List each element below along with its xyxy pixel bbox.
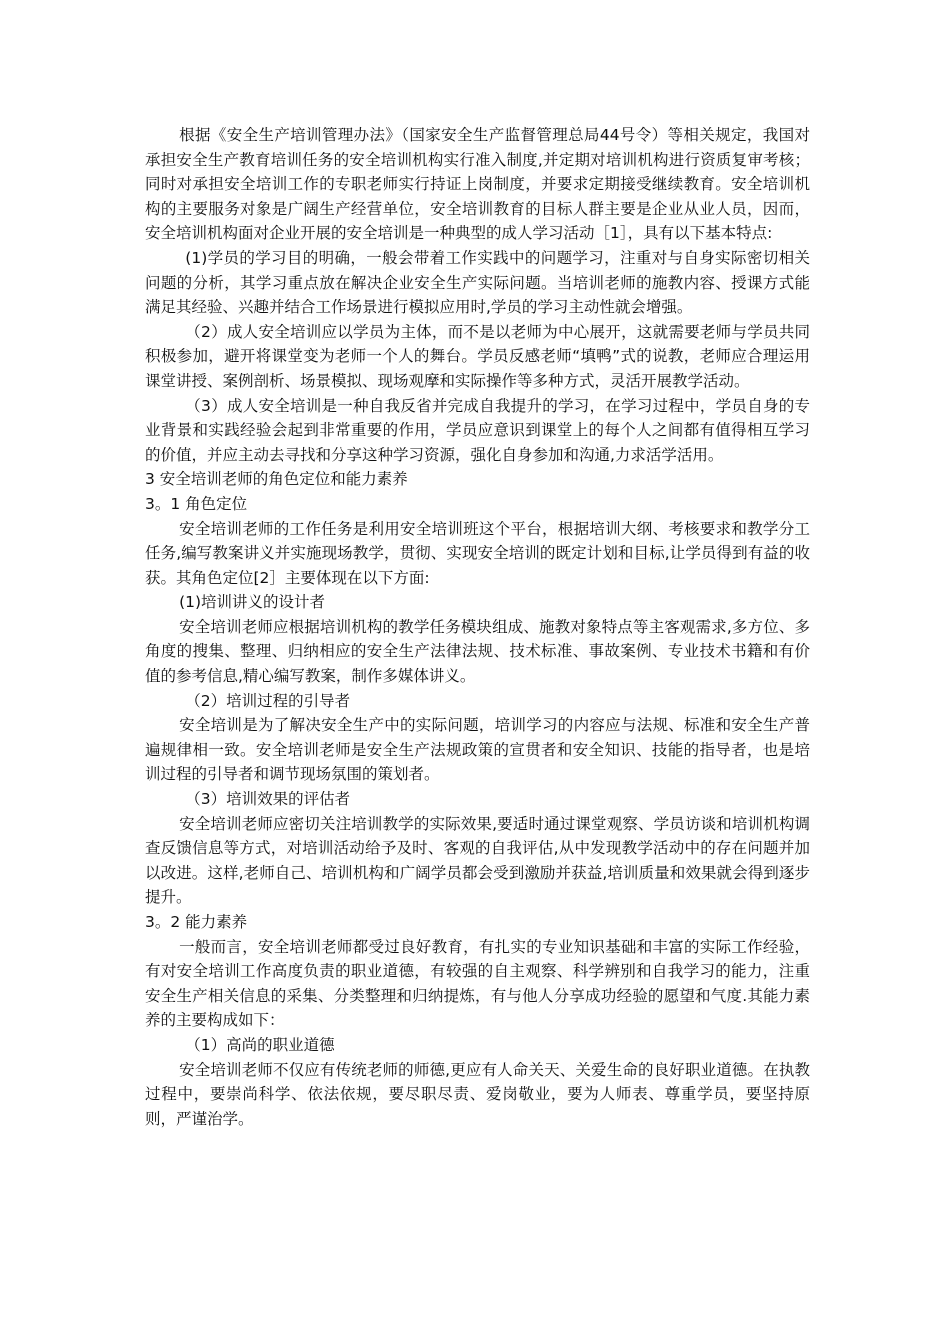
ability-1-title: （1）高尚的职业道德 <box>185 1035 335 1054</box>
role-2-paragraph: 安全培训是为了解决安全生产中的实际问题，培训学习的内容应与法规、标准和安全生产普遍规律相一致。安全培训老师是安全生产法规政策的宣贯者和安全知识、技能的指导者，也是培训过程的引导者和调节现场氛围的策划者。 <box>145 716 810 784</box>
role-1-title: (1)培训讲义的设计者 <box>179 593 326 612</box>
section-heading-3: 3 安全培训老师的角色定位和能力素养 <box>145 470 408 489</box>
feature-3-paragraph: （3）成人安全培训是一种自我反省并完成自我提升的学习，在学习过程中，学员自身的专业背景和实践经验会起到非常重要的作用，学员应意识到课堂上的每个人之间都有值得相互学习的价值，并应主动去寻找和分享这种学习资源，强化自身参加和沟通,力求活学活用。 <box>145 396 810 464</box>
feature-1-paragraph: (1)学员的学习目的明确，一般会带着工作实践中的问题学习，注重对与自身实际密切相关问题的分析，其学习重点放在解决企业安全生产实际问题。当培训老师的施教内容、授课方式能满足其经验、兴趣并结合工作场景进行模拟应用时,学员的学习主动性就会增强。 <box>145 248 810 317</box>
role-intro-paragraph: 安全培训老师的工作任务是利用安全培训班这个平台，根据培训大纲、考核要求和教学分工任务,编写教案讲义并实施现场教学，贯彻、实现安全培训的既定计划和目标,让学员得到有益的收获。其角色定位[2］主要体现在以下方面: <box>145 519 810 587</box>
ability-intro-paragraph: 一般而言，安全培训老师都受过良好教育，有扎实的专业知识基础和丰富的实际工作经验，有对安全培训工作高度负责的职业道德，有较强的自主观察、科学辨别和自我学习的能力，注重安全生产相关信息的采集、分类整理和归纳提炼，有与他人分享成功经验的愿望和气度.其能力素养的主要构成如下： <box>145 937 810 1030</box>
role-1-paragraph: 安全培训老师应根据培训机构的教学任务模块组成、施教对象特点等主客观需求,多方位、多角度的搜集、整理、归纳相应的安全生产法律法规、技术标准、事故案例、专业技术书籍和有价值的参考信息,精心编写教案，制作多媒体讲义。 <box>145 617 810 686</box>
role-3-title: （3）培训效果的评估者 <box>185 790 351 809</box>
ability-1-paragraph: 安全培训老师不仅应有传统老师的师德,更应有人命关天、关爱生命的良好职业道德。在执教过程中，要崇尚科学、依法依规，要尽职尽责、爱岗敬业，要为人师表、尊重学员，要坚持原则，严谨治学。 <box>145 1060 810 1128</box>
feature-2-paragraph: （2）成人安全培训应以学员为主体，而不是以老师为中心展开，这就需要老师与学员共同积极参加，避开将课堂变为老师一个人的舞台。学员反感老师“填鸭”式的说教，老师应合理运用课堂讲授、案例剖析、场景模拟、现场观摩和实际操作等多种方式，灵活开展教学活动。 <box>145 322 810 390</box>
section-heading-3-2: 3。2 能力素养 <box>145 913 248 931</box>
role-2-title: （2）培训过程的引导者 <box>185 691 351 710</box>
role-3-paragraph: 安全培训老师应密切关注培训教学的实际效果,要适时通过课堂观察、学员访谈和培训机构调查反馈信息等方式，对培训活动给予及时、客观的自我评估,从中发现教学活动中的存在问题并加以改进。这样,老师自己、培训机构和广阔学员都会受到激励并获益,培训质量和效果就会得到逐步提升。 <box>145 814 810 907</box>
document-page <box>145 123 810 1131</box>
intro-paragraph: 根据《安全生产培训管理办法》（国家安全生产监督管理总局44号令）等相关规定，我国对承担安全生产教育培训任务的安全培训机构实行准入制度,并定期对培训机构进行资质复审考核；同时对承担安全培训工作的专职老师实行持证上岗制度，并要求定期接受继续教育。安全培训机构的主要服务对象是广阔生产经营单位，安全培训教育的目标人群主要是企业从业人员，因而，安全培训机构面对企业开展的安全培训是一种典型的成人学习活动［1］，具有以下基本特点: <box>145 126 810 243</box>
section-heading-3-1: 3。1 角色定位 <box>145 494 248 513</box>
